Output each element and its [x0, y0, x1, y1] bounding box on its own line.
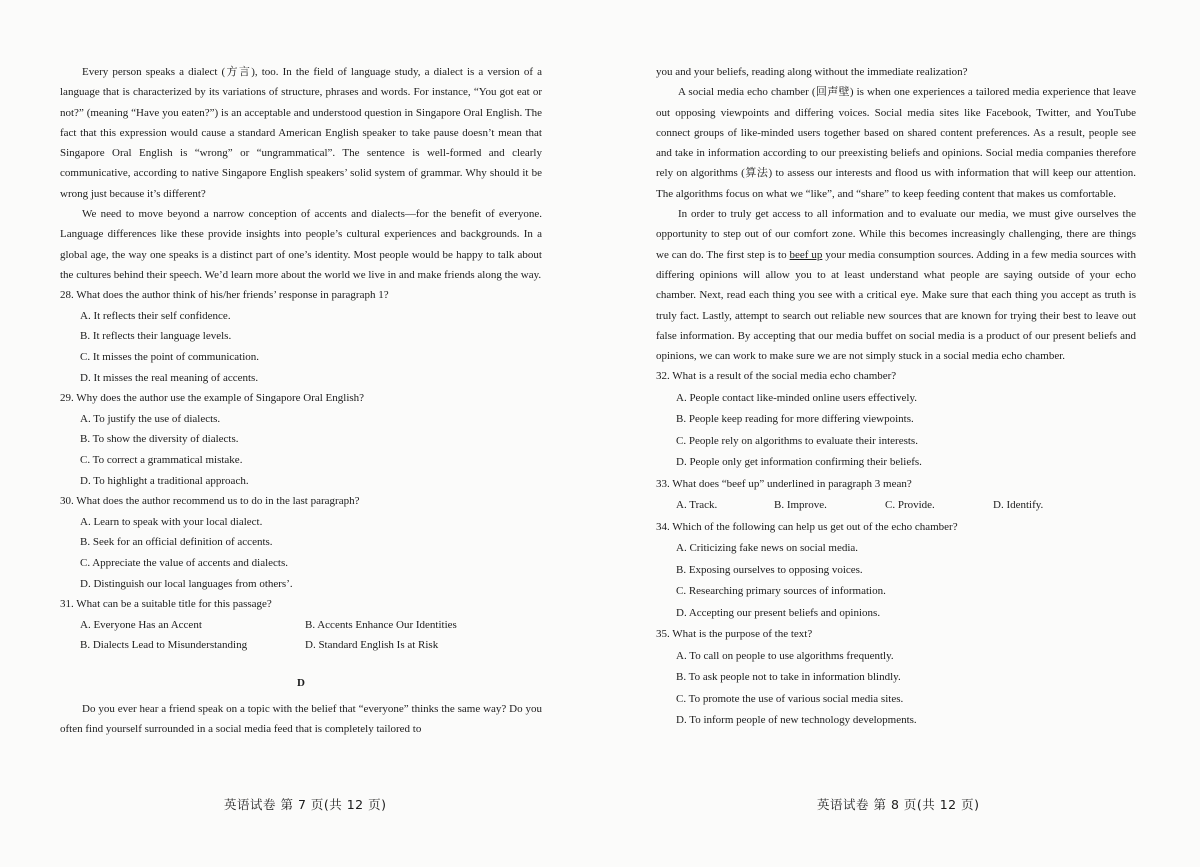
- passage-c-paragraph-2: Every person speaks a dialect (方言), too. In the field of language study, a dialect is a version of a language that is characterized by its variations of structure, phrases and words. For instance, “You got eat or not?” (meaning “Have you eaten?”) is an acceptable and understood question in Singapore Oral English. The fact that this expression would cause a standard American English speaker to take pause doesn’t mean that Singapore Oral English is “wrong” or “ungrammatical”. The sentence is well-formed and clearly communicative, according to native Singapore English speakers’ solid system of grammar. Why should it be wrong just because it’s different?: [60, 66, 542, 200]
- left-page-footer: 英语试卷 第 7 页(共 12 页): [224, 797, 387, 812]
- left-page: [60, 62, 542, 740]
- question-29-option-b: B. To show the diversity of dialects.: [80, 433, 239, 446]
- question-28-option-d: D. It misses the real meaning of accents.: [80, 371, 259, 384]
- right-page: [656, 62, 1136, 732]
- question-30-option-b: B. Seek for an official definition of accents.: [80, 536, 273, 549]
- passage-c-paragraph-3: We need to move beyond a narrow conception of accents and dialects—for the benefit of everyone. Language differences like these provide insights into people’s cultural experiences and backgrounds. In a global age, the way one speaks is a distinct part of one’s identity. Most people would be happy to talk about the cultures behind their speech. We’d learn more about the world we live in and make friends along the way.: [60, 208, 542, 281]
- question-29-option-c: C. To correct a grammatical mistake.: [80, 454, 243, 467]
- question-28-option-b: B. It reflects their language levels.: [80, 330, 232, 343]
- question-33-option-b: B. Improve.: [774, 499, 827, 512]
- question-29-option-a: A. To justify the use of dialects.: [80, 412, 221, 425]
- question-34-option-a: A. Criticizing fake news on social media.: [676, 542, 859, 555]
- passage-d-paragraph-3: [656, 204, 1136, 366]
- section-d-heading: D: [297, 676, 305, 689]
- question-35: 35. What is the purpose of the text?: [656, 628, 813, 641]
- question-34-option-c: C. Researching primary sources of information.: [676, 585, 886, 598]
- question-35-option-a: A. To call on people to use algorithms frequently.: [676, 649, 894, 662]
- question-32: 32. What is a result of the social media echo chamber?: [656, 370, 897, 383]
- question-31-options-row-2: [80, 635, 542, 656]
- passage-d-paragraph-1-cont: you and your beliefs, reading along without the immediate realization?: [656, 66, 968, 78]
- question-35-option-c: C. To promote the use of various social media sites.: [676, 692, 904, 705]
- question-35-option-d: D. To inform people of new technology developments.: [676, 714, 917, 727]
- question-32-option-a: A. People contact like-minded online users effectively.: [676, 391, 918, 404]
- passage-d-paragraph-2: A social media echo chamber (回声壁) is when one experiences a tailored media experience that leave out opposing viewpoints and differing voices. Social media sites like Facebook, Twitter, and YouTube connect groups of like-minded users together based on shared content preferences. As a result, people see and take in information according to our preexisting beliefs and opinions. Social media companies therefore rely on algorithms (算法) to assess our interests and flood us with information that will keep our attention. The algorithms focus on what we “like”, and “share” to keep feeding content that makes us comfortable.: [656, 86, 1136, 200]
- paragraph-3-part-1: In order to truly get access to all information and to evaluate our media, we must give ourselves the opportunity to step out of our comfort zone. While this becomes increasingly challenging, there are things we can do. The first step is to: [656, 208, 1136, 261]
- question-28-option-a: A. It reflects their self confidence.: [80, 309, 231, 322]
- question-31: 31. What can be a suitable title for this passage?: [60, 598, 272, 611]
- question-32-option-d: D. People only get information confirming their beliefs.: [676, 456, 922, 469]
- question-33-options: [676, 495, 1136, 517]
- question-31-option-b: B. Accents Enhance Our Identities: [305, 618, 457, 631]
- question-34-option-b: B. Exposing ourselves to opposing voices.: [676, 563, 863, 576]
- question-31-option-a: A. Everyone Has an Accent: [80, 618, 202, 631]
- question-28-option-c: C. It misses the point of communication.: [80, 351, 260, 364]
- question-35-option-b: B. To ask people not to take in information blindly.: [676, 671, 901, 684]
- question-30-option-d: D. Distinguish our local languages from others’.: [80, 577, 293, 590]
- question-33: 33. What does “beef up” underlined in paragraph 3 mean?: [656, 477, 912, 490]
- question-28: 28. What does the author think of his/her friends’ response in paragraph 1?: [60, 289, 389, 302]
- question-29-option-d: D. To highlight a traditional approach.: [80, 474, 249, 487]
- question-31-option-d: D. Standard English Is at Risk: [305, 639, 439, 652]
- question-32-option-b: B. People keep reading for more differing viewpoints.: [676, 413, 914, 426]
- paragraph-3-part-2: your media consumption sources. Adding in a few media sources with differing opinions will allow you to at least understand what people are saying outside of your echo chamber. Next, read each thing you see with a critical eye. Make sure that each thing you accept as truth is truly fact. Lastly, attempt to search out reliable new sources that are known for trying their best to leave out false information. By accepting that our media buffet on social media is a product of our present beliefs and opinions, we can work to make sure we are not simply stuck in a social media echo chamber.: [656, 248, 1136, 363]
- question-33-option-a: A. Track.: [676, 499, 718, 512]
- question-33-option-d: D. Identify.: [993, 499, 1044, 512]
- question-32-option-c: C. People rely on algorithms to evaluate their interests.: [676, 434, 918, 447]
- question-34: 34. Which of the following can help us get out of the echo chamber?: [656, 520, 958, 533]
- question-29: 29. Why does the author use the example of Singapore Oral English?: [60, 392, 365, 405]
- question-30-option-c: C. Appreciate the value of accents and dialects.: [80, 556, 288, 569]
- question-31-option-c: B. Dialects Lead to Misunderstanding: [80, 639, 248, 652]
- right-page-footer: 英语试卷 第 8 页(共 12 页): [817, 797, 980, 812]
- beef-up-underlined: beef up: [789, 248, 823, 261]
- question-33-option-c: C. Provide.: [885, 499, 935, 512]
- passage-d-paragraph-1: Do you ever hear a friend speak on a topic with the belief that “everyone” thinks the same way? Do you often find yourself surrounded in a social media feed that is completely tailored to: [60, 702, 542, 736]
- question-34-option-d: D. Accepting our present beliefs and opinions.: [676, 606, 881, 619]
- question-31-options-row-1: [80, 615, 542, 636]
- question-30: 30. What does the author recommend us to do in the last paragraph?: [60, 495, 360, 508]
- question-30-option-a: A. Learn to speak with your local dialect.: [80, 515, 263, 528]
